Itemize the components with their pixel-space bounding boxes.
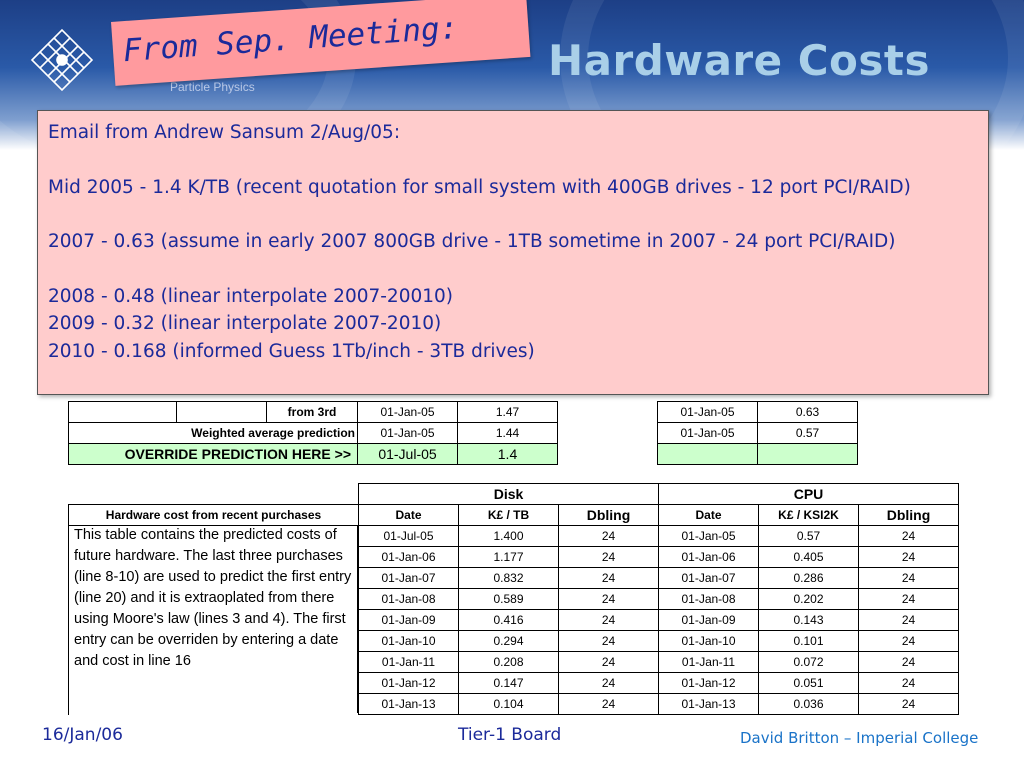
cell-disk-date[interactable]: 01-Jan-11 xyxy=(359,652,459,673)
override-cpu-date-input[interactable] xyxy=(658,444,758,465)
from-3rd-date[interactable]: 01-Jan-05 xyxy=(358,402,458,423)
email-heading: Email from Andrew Sansum 2/Aug/05: xyxy=(48,122,401,143)
cell-disk-cost[interactable]: 0.589 xyxy=(459,589,559,610)
email-line-2008: 2008 - 0.48 (linear interpolate 2007-20010) xyxy=(48,285,454,307)
cell-cpu-date[interactable]: 01-Jan-08 xyxy=(659,589,759,610)
cell-disk-cost[interactable]: 0.416 xyxy=(459,610,559,631)
slide-footer xyxy=(0,715,1024,768)
email-line-2007: 2007 - 0.63 (assume in early 2007 800GB drive - 1TB sometime in 2007 - 24 port PCI/RAID) xyxy=(48,231,896,252)
cell-disk-cost[interactable]: 0.294 xyxy=(459,631,559,652)
sep-meeting-note-text: From Sep. Meeting: xyxy=(121,9,460,70)
cell-disk-cost[interactable]: 1.177 xyxy=(459,547,559,568)
cell-disk-date[interactable]: 01-Jan-06 xyxy=(359,547,459,568)
override-value-input[interactable]: 1.4 xyxy=(458,444,558,465)
cell-disk-dbl[interactable]: 24 xyxy=(559,568,659,589)
table-description: This table contains the predicted costs of future hardware. The last three purchases (line 8-10) are used to predict the first entry (line 20) and it is extraoplated from there using Moore's law (lines 3 and 4). The first entry can be overriden by entering a date and cost in line 16 xyxy=(68,525,358,713)
cell-cpu-cost[interactable]: 0.405 xyxy=(759,547,859,568)
cell-cpu-dbl[interactable]: 24 xyxy=(859,526,959,547)
cell-cpu-date[interactable]: 01-Jan-06 xyxy=(659,547,759,568)
cell-disk-dbl[interactable]: 24 xyxy=(559,589,659,610)
from-3rd-cpu-date[interactable]: 01-Jan-05 xyxy=(658,402,758,423)
cell-cpu-dbl[interactable]: 24 xyxy=(859,610,959,631)
weighted-date[interactable]: 01-Jan-05 xyxy=(358,423,458,444)
cell-disk-date[interactable]: 01-Jan-10 xyxy=(359,631,459,652)
email-line-2009: 2009 - 0.32 (linear interpolate 2007-2010) xyxy=(48,313,442,334)
cell-cpu-date[interactable]: 01-Jan-05 xyxy=(659,526,759,547)
cell-disk-dbl[interactable]: 24 xyxy=(559,610,659,631)
cell-disk-cost[interactable]: 0.832 xyxy=(459,568,559,589)
cell-cpu-dbl[interactable]: 24 xyxy=(859,589,959,610)
table-header-row xyxy=(69,505,959,526)
cell-disk-dbl[interactable]: 24 xyxy=(559,652,659,673)
cell-cpu-cost[interactable]: 0.57 xyxy=(759,526,859,547)
override-date-input[interactable]: 01-Jul-05 xyxy=(358,444,458,465)
from-3rd-label: from 3rd xyxy=(267,402,358,423)
email-line-2005: Mid 2005 - 1.4 K/TB (recent quotation for small system with 400GB drives - 12 port PCI/RAID) xyxy=(48,176,911,198)
override-cpu-value-input[interactable] xyxy=(758,444,858,465)
cell-disk-dbl[interactable]: 24 xyxy=(559,526,659,547)
table-row xyxy=(69,402,858,423)
cell-cpu-dbl[interactable]: 24 xyxy=(859,652,959,673)
weighted-disk[interactable]: 1.44 xyxy=(458,423,558,444)
cell-disk-cost[interactable]: 0.208 xyxy=(459,652,559,673)
cpu-header: CPU xyxy=(659,484,959,505)
cell-disk-date[interactable]: 01-Jan-07 xyxy=(359,568,459,589)
weighted-cpu[interactable]: 0.57 xyxy=(758,423,858,444)
footer-author: David Britton – Imperial College xyxy=(740,729,979,747)
col-dbling: Dbling xyxy=(859,505,959,526)
cell-disk-cost[interactable]: 0.104 xyxy=(459,694,559,715)
cell-disk-date[interactable]: 01-Jan-12 xyxy=(359,673,459,694)
col-date: Date xyxy=(359,505,459,526)
cell-cpu-date[interactable]: 01-Jan-12 xyxy=(659,673,759,694)
cell-cpu-cost[interactable]: 0.072 xyxy=(759,652,859,673)
weighted-label: Weighted average prediction xyxy=(69,423,358,444)
cell-cpu-dbl[interactable]: 24 xyxy=(859,568,959,589)
email-note-box xyxy=(37,110,989,395)
override-label: OVERRIDE PREDICTION HERE >> xyxy=(69,444,358,465)
institution-logo xyxy=(22,20,102,100)
cell-cpu-dbl[interactable]: 24 xyxy=(859,694,959,715)
logo-subtitle: Particle Physics xyxy=(170,80,255,94)
cell-disk-date[interactable]: 01-Jan-09 xyxy=(359,610,459,631)
cell-disk-date[interactable]: 01-Jan-08 xyxy=(359,589,459,610)
weighted-cpu-date[interactable]: 01-Jan-05 xyxy=(658,423,758,444)
cell-disk-dbl[interactable]: 24 xyxy=(559,694,659,715)
table-row xyxy=(69,423,858,444)
cell-cpu-date[interactable]: 01-Jan-07 xyxy=(659,568,759,589)
from-3rd-cpu[interactable]: 0.63 xyxy=(758,402,858,423)
cell-disk-date[interactable]: 01-Jul-05 xyxy=(359,526,459,547)
col-disk-unit: K£ / TB xyxy=(459,505,559,526)
col-date: Date xyxy=(659,505,759,526)
cell-cpu-date[interactable]: 01-Jan-13 xyxy=(659,694,759,715)
from-3rd-disk[interactable]: 1.47 xyxy=(458,402,558,423)
col-cpu-unit: K£ / KSI2K xyxy=(759,505,859,526)
disk-header: Disk xyxy=(359,484,659,505)
cell-cpu-cost[interactable]: 0.036 xyxy=(759,694,859,715)
email-line-2010: 2010 - 0.168 (informed Guess 1Tb/inch - 3TB drives) xyxy=(48,340,535,362)
cell-cpu-dbl[interactable]: 24 xyxy=(859,673,959,694)
cell-disk-dbl[interactable]: 24 xyxy=(559,673,659,694)
cell-disk-cost[interactable]: 0.147 xyxy=(459,673,559,694)
cell-cpu-date[interactable]: 01-Jan-10 xyxy=(659,631,759,652)
spreadsheet xyxy=(68,395,960,713)
cell-cpu-dbl[interactable]: 24 xyxy=(859,547,959,568)
cell-disk-date[interactable]: 01-Jan-13 xyxy=(359,694,459,715)
cell-cpu-cost[interactable]: 0.143 xyxy=(759,610,859,631)
cell-cpu-date[interactable]: 01-Jan-09 xyxy=(659,610,759,631)
footer-event: Tier-1 Board xyxy=(458,725,562,745)
cell-cpu-date[interactable]: 01-Jan-11 xyxy=(659,652,759,673)
col-dbling: Dbling xyxy=(559,505,659,526)
cell-cpu-cost[interactable]: 0.202 xyxy=(759,589,859,610)
cell-disk-cost[interactable]: 1.400 xyxy=(459,526,559,547)
row-label: Hardware cost from recent purchases xyxy=(69,505,359,526)
footer-date: 16/Jan/06 xyxy=(42,725,123,745)
cell-cpu-cost[interactable]: 0.101 xyxy=(759,631,859,652)
table-row xyxy=(69,444,858,465)
cell-cpu-cost[interactable]: 0.051 xyxy=(759,673,859,694)
prediction-table xyxy=(68,401,858,465)
cell-cpu-cost[interactable]: 0.286 xyxy=(759,568,859,589)
table-header-row xyxy=(69,484,959,505)
cell-disk-dbl[interactable]: 24 xyxy=(559,631,659,652)
cell-cpu-dbl[interactable]: 24 xyxy=(859,631,959,652)
cell-disk-dbl[interactable]: 24 xyxy=(559,547,659,568)
slide-title: Hardware Costs xyxy=(548,36,930,85)
